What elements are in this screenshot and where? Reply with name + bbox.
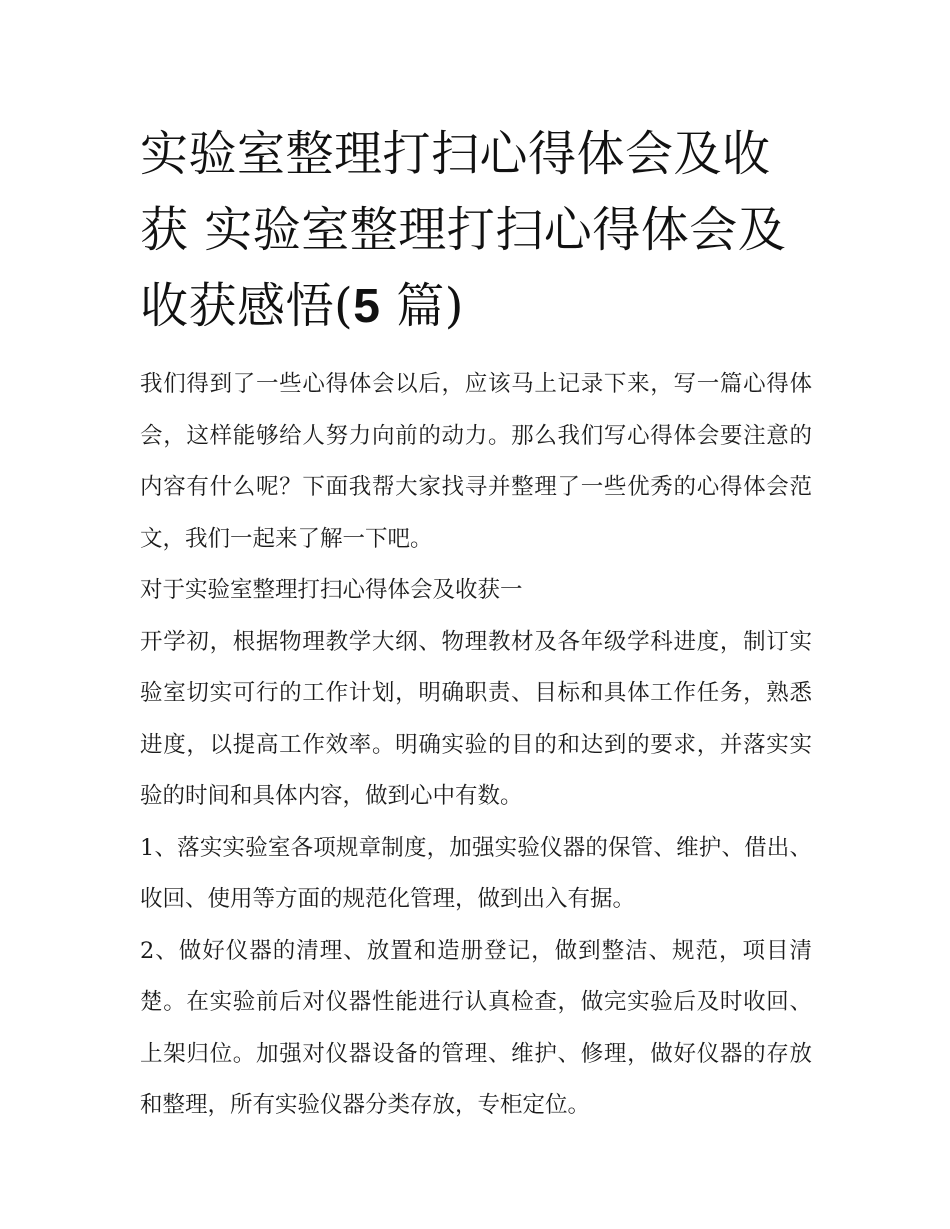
section-heading: 对于实验室整理打扫心得体会及收获一 [140, 577, 523, 603]
list-item-2: 2、做好仪器的清理、放置和造册登记，做到整洁、规范，项目清楚。在实验前后对仪器性能进行认真检查，做完实验后及时收回、上架归位。加强对仪器设备的管理、维护、修理，做好仪器的存放和整理，所有实验仪器分类存放，专柜定位。 [140, 937, 812, 1118]
title-count: 5 [353, 280, 381, 333]
list-item-1: 1、落实实验室各项规章制度，加强实验仪器的保管、维护、借出、收回、使用等方面的规范化管理，做到出入有据。 [140, 834, 812, 912]
intro-paragraph: 我们得到了一些心得体会以后，应该马上记录下来，写一篇心得体会，这样能够给人努力向前的动力。那么我们写心得体会要注意的内容有什么呢？下面我帮大家找寻并整理了一些优秀的心得体会范文，我们一起来了解一下吧。 [140, 371, 812, 552]
document-title [140, 116, 812, 345]
document-body [140, 116, 812, 1132]
title-text-part1: 实验室整理打扫心得体会及收获 实验室整理打扫心得体会及收获感悟( [140, 126, 787, 334]
body-paragraph: 开学初，根据物理教学大纲、物理教材及各年级学科进度，制订实验室切实可行的工作计划，明确职责、目标和具体工作任务，熟悉进度，以提高工作效率。明确实验的目的和达到的要求，并落实实验的时间和具体内容，做到心中有数。 [140, 628, 812, 809]
title-text-part2: 篇) [380, 278, 464, 334]
